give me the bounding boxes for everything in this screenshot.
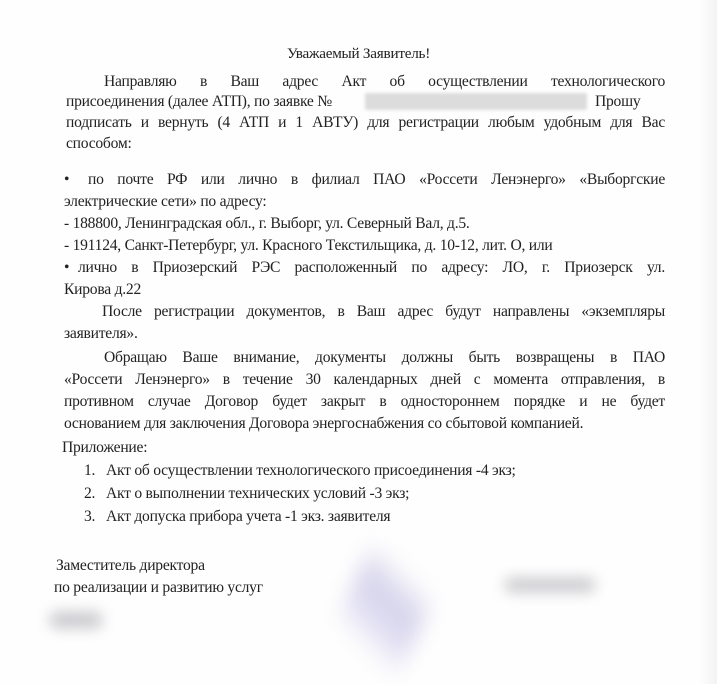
intro-line-3: подписать и вернуть (4 АТП и 1 АВТУ) для регистрации любым удобным для Вас — [66, 114, 665, 131]
attachment-text: Акт об осуществлении технологического присоединения -4 экз; — [106, 462, 516, 479]
signatory-position-line-2: по реализации и развитию услуг — [54, 579, 263, 596]
intro-line-2-end: Прошу — [595, 93, 641, 110]
attachment-item — [84, 507, 390, 527]
method-1-line-2: электрические сети» по адресу: — [64, 193, 267, 210]
attachment-number: 3. — [84, 508, 96, 525]
redacted-contact — [50, 612, 102, 628]
notice-line-3: противном случае Договор будет закрыт в одностороннем порядке и не будет — [64, 393, 665, 410]
attachment-number: 2. — [84, 485, 96, 502]
attachment-number: 1. — [84, 462, 96, 479]
after-registration-line-1: После регистрации документов, в Ваш адрес будут направлены «экземпляры — [102, 303, 665, 320]
bullet-icon: • — [64, 171, 70, 188]
intro-line-1: Направляю в Ваш адрес Акт об осуществлении технологического — [104, 73, 665, 90]
notice-line-4: основанием для заключения Договора энергоснабжения со сбытовой компанией. — [64, 415, 584, 432]
after-registration-line-2: заявителя». — [64, 325, 138, 342]
letter-salutation: Уважаемый Заявитель! — [286, 45, 431, 62]
attachments-heading: Приложение: — [62, 439, 148, 456]
address-spb: - 191124, Санкт-Петербург, ул. Красного Текстильщика, д. 10-12, лит. О, или — [64, 237, 553, 254]
intro-line-2-start: присоединения (далее АТП), по заявке № — [66, 93, 332, 110]
redacted-signatory-name — [505, 578, 595, 592]
signatory-position-line-1: Заместитель директора — [56, 557, 205, 574]
blurred-signature — [326, 543, 445, 677]
attachment-item — [84, 461, 516, 481]
attachment-text: Акт допуска прибора учета -1 экз. заявителя — [106, 508, 391, 525]
address-vyborg: - 188800, Ленинградская обл., г. Выборг, ул. Северный Вал, д.5. — [64, 215, 470, 232]
bullet-icon: • — [64, 259, 70, 276]
attachment-text: Акт о выполнении технических условий -3 экз; — [106, 485, 410, 502]
intro-line-4: способом: — [66, 135, 132, 152]
notice-line-2: «Россети Ленэнерго» в течение 30 календарных дней с момента отправления, в — [64, 371, 665, 388]
method-2-line-2: Кирова д.22 — [64, 281, 141, 298]
redacted-application-number — [365, 93, 587, 110]
method-1-line-1: по почте РФ или лично в филиал ПАО «Россети Ленэнерго» «Выборгские — [88, 171, 665, 188]
method-2-line-1: лично в Приозерский РЭС расположенный по адресу: ЛО, г. Приозерск ул. — [78, 259, 665, 276]
attachment-item — [84, 484, 409, 504]
page-edge-shadow — [701, 0, 717, 684]
notice-line-1: Обращаю Ваше внимание, документы должны быть возвращены в ПАО — [104, 349, 665, 366]
